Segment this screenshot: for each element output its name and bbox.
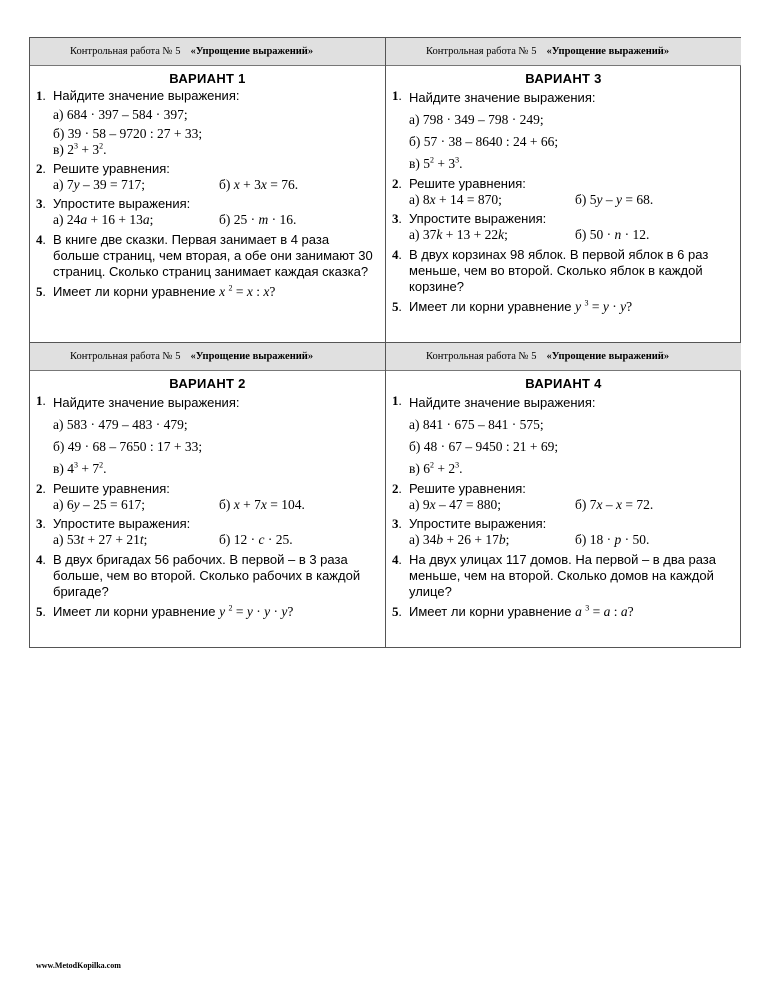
task-label: Упростите выражения: [409, 211, 547, 226]
task-2: 2. Решите уравнения: а) 6y – 25 = 617; б) x + 7x = 104. [36, 481, 379, 513]
task-4: 4. В двух бригадах 56 рабочих. В первой – в 3 раза больше, чем во второй. Сколько рабочих в каждой бригаде? [36, 552, 379, 600]
item-b: б) 57 · 38 – 8640 : 24 + 66; [409, 134, 559, 149]
item-b: б) 39 · 58 – 9720 : 27 + 33; [53, 126, 203, 141]
subject-label: «Упрощение выражений» [546, 46, 670, 57]
task-4: 4. В книге две сказки. Первая занимает в 4 раза больше страниц, чем вторая, а обе они занимают 30 страниц. Сколько страниц занимает каждая сказка? [36, 232, 379, 280]
footer-url: www.MetodKopilka.com [36, 961, 121, 970]
task-text: В двух бригадах 56 рабочих. В первой – в 3 раза больше, чем во второй. Сколько рабочих в каждой бригаде? [53, 552, 361, 599]
card-header [386, 38, 741, 66]
item-a: а) 798 · 349 – 798 · 249; [409, 112, 544, 127]
task-2: 2. Решите уравнения: а) 8x + 14 = 870; б) 5y – y = 68. [392, 176, 735, 208]
item-b: б) 49 · 68 – 7650 : 17 + 33; [53, 439, 203, 454]
variant-card-4 [386, 343, 741, 648]
variant-card-3 [386, 38, 741, 342]
work-label: Контрольная работа № 5 [70, 351, 181, 362]
task-4: 4. На двух улицах 117 домов. На первой – в два раза меньше, чем на второй. Сколько домов на каждой улице? [392, 552, 735, 600]
task-text: Имеет ли корни уравнение [53, 604, 216, 619]
task-5: 5. Имеет ли корни уравнение y $^2$ = y · y · y? [36, 603, 294, 619]
item-c: в) $2^3 + 3^2$. [53, 141, 107, 157]
task-label: Решите уравнения: [53, 481, 170, 496]
item-c: в) $5^2 + 3^3$. [409, 155, 463, 171]
task-5: 5. Имеет ли корни уравнение y $^3$ = y · y? [392, 298, 633, 314]
task-label: Решите уравнения: [53, 161, 170, 176]
task-text: Имеет ли корни уравнение [409, 604, 572, 619]
task-label: Найдите значение выражения: [53, 88, 240, 103]
task-text: Имеет ли корни уравнение [53, 284, 216, 299]
task-3: 3. Упростите выражения: а) 34b + 26 + 17b; б) 18 · p · 50. [392, 516, 735, 548]
task-text: Имеет ли корни уравнение [409, 299, 572, 314]
variant-title: ВАРИАНТ 2 [169, 376, 246, 391]
task-label: Решите уравнения: [409, 481, 526, 496]
item-b: б) 48 · 67 – 9450 : 21 + 69; [409, 439, 559, 454]
item-a: а) 684 · 397 – 584 · 397; [53, 107, 188, 122]
work-label: Контрольная работа № 5 [426, 46, 537, 57]
variant-title: ВАРИАНТ 3 [525, 71, 602, 86]
task-label: Найдите значение выражения: [409, 90, 596, 105]
task-3: 3. Упростите выражения: а) 37k + 13 + 22k; б) 50 · n · 12. [392, 211, 735, 243]
variant-card-2 [30, 343, 385, 648]
variant-title: ВАРИАНТ 1 [169, 71, 246, 86]
task-label: Упростите выражения: [409, 516, 547, 531]
task-text: На двух улицах 117 домов. На первой – в два раза меньше, чем на второй. Сколько домов на каждой улице? [409, 552, 716, 599]
card-header [30, 343, 385, 371]
task-5: 5. Имеет ли корни уравнение x $^2$ = x : x? [36, 283, 276, 299]
item-c: в) $6^2 + 2^3$. [409, 460, 463, 476]
task-label: Упростите выражения: [53, 196, 191, 211]
task-text: В двух корзинах 98 яблок. В первой яблок в 6 раз меньше, чем во второй. Сколько яблок в каждой корзине? [409, 247, 709, 294]
subject-label: «Упрощение выражений» [546, 351, 670, 362]
item-a: а) 841 · 675 – 841 · 575; [409, 417, 544, 432]
subject-label: «Упрощение выражений» [190, 351, 314, 362]
task-1: 1. Найдите значение выражения: а) 841 · 675 – 841 · 575; б) 48 · 67 – 9450 : 21 + 69; в) $6^2 + 2^3$. [392, 393, 735, 478]
task-3: 3. Упростите выражения: а) 53t + 27 + 21t; б) 12 · c · 25. [36, 516, 379, 548]
task-label: Упростите выражения: [53, 516, 191, 531]
task-1: 1. Найдите значение выражения: а) 798 · 349 – 798 · 249; б) 57 · 38 – 8640 : 24 + 66; в) $5^2 + 3^3$. [392, 88, 735, 173]
variant-title: ВАРИАНТ 4 [525, 376, 602, 391]
task-1: 1. Найдите значение выражения: а) 684 · 397 – 584 · 397; б) 39 · 58 – 9720 : 27 + 33; в) $2^3 + 3^2$. [36, 88, 379, 158]
task-2: 2. Решите уравнения: а) 9x – 47 = 880; б) 7x – x = 72. [392, 481, 735, 513]
task-2: 2. Решите уравнения: а) 7y – 39 = 717; б) x + 3x = 76. [36, 161, 379, 193]
task-1: 1. Найдите значение выражения: а) 583 · 479 – 483 · 479; б) 49 · 68 – 7650 : 17 + 33; в) $4^3 + 7^2$. [36, 393, 379, 478]
test-sheet [29, 37, 741, 648]
task-4: 4. В двух корзинах 98 яблок. В первой яблок в 6 раз меньше, чем во второй. Сколько яблок в каждой корзине? [392, 247, 735, 295]
task-label: Найдите значение выражения: [409, 395, 596, 410]
work-label: Контрольная работа № 5 [70, 46, 181, 57]
subject-label: «Упрощение выражений» [190, 46, 314, 57]
card-header [30, 38, 385, 66]
card-header [386, 343, 741, 371]
item-c: в) $4^3 + 7^2$. [53, 460, 107, 476]
task-label: Найдите значение выражения: [53, 395, 240, 410]
work-label: Контрольная работа № 5 [426, 351, 537, 362]
task-label: Решите уравнения: [409, 176, 526, 191]
task-5: 5. Имеет ли корни уравнение a $^3$ = a : a? [392, 603, 634, 619]
task-3: 3. Упростите выражения: а) 24a + 16 + 13a; б) 25 · m · 16. [36, 196, 379, 228]
task-text: В книге две сказки. Первая занимает в 4 раза больше страниц, чем вторая, а обе они занимают 30 страниц. Сколько страниц занимает каждая сказка? [53, 232, 373, 279]
item-a: а) 583 · 479 – 483 · 479; [53, 417, 188, 432]
variant-card-1 [30, 38, 385, 342]
